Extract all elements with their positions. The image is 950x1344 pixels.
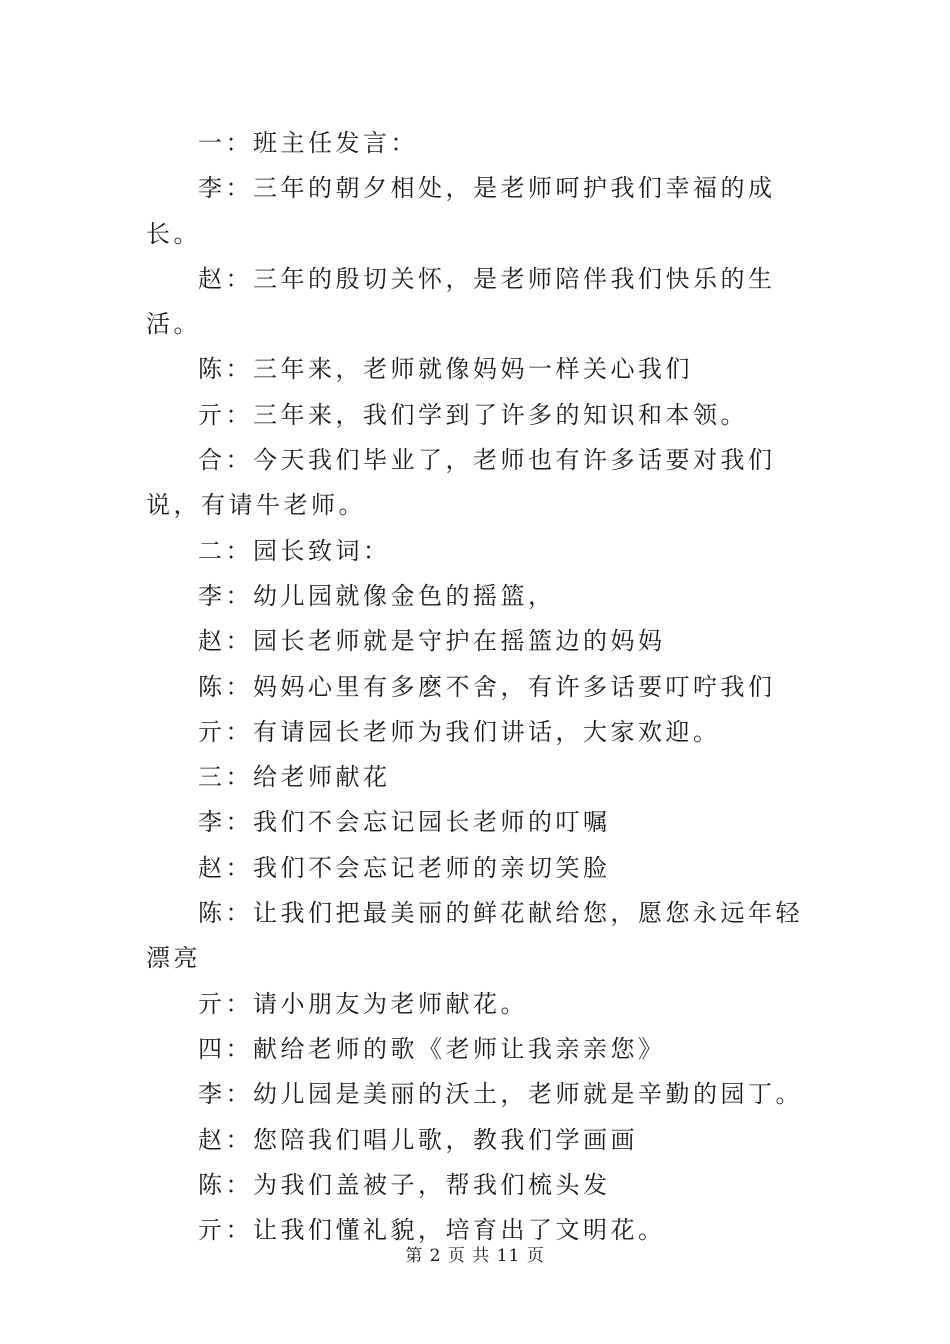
document-body [146,121,826,1253]
paragraph-qi-2: 亓：有请园长老师为我们讲话，大家欢迎。 [198,717,721,746]
paragraph-zhao-1: 赵：三年的殷切关怀，是老师陪伴我们快乐的生活。 [146,264,776,339]
paragraph-zhao-2: 赵：园长老师就是守护在摇篮边的妈妈 [198,627,666,656]
paragraph-section-1-heading: 一：班主任发言： [198,129,418,157]
paragraph-together-1: 合：今天我们毕业了，老师也有许多话要对我们说，有请牛老师。 [146,446,776,520]
paragraph-chen-4: 陈：为我们盖被子，帮我们梳头发 [198,1170,611,1199]
paragraph-section-2-heading: 二：园长致词： [198,536,391,565]
paragraph-li-2: 李：幼儿园就像金色的摇篮， [198,581,556,610]
paragraph-zhao-3: 赵：我们不会忘记老师的亲切笑脸 [198,853,611,882]
paragraph-li-4: 李：幼儿园是美丽的沃土，老师就是辛勤的园丁。 [198,1080,803,1109]
paragraph-qi-1: 亓：三年来，我们学到了许多的知识和本领。 [198,400,748,429]
paragraph-section-3-heading: 三：给老师献花 [198,763,391,792]
paragraph-section-4-heading: 四：献给老师的歌《老师让我亲亲您》 [198,1034,666,1063]
paragraph-li-3: 李：我们不会忘记园长老师的叮嘱 [198,808,611,837]
paragraph-chen-1: 陈：三年来，老师就像妈妈一样关心我们 [198,355,693,384]
paragraph-chen-2: 陈：妈妈心里有多麽不舍，有许多话要叮咛我们 [198,672,776,701]
paragraph-zhao-4: 赵：您陪我们唱儿歌，教我们学画画 [198,1125,638,1154]
paragraph-qi-3: 亓：请小朋友为老师献花。 [198,989,528,1018]
paragraph-chen-3: 陈：让我们把最美丽的鲜花献给您，愿您永远年轻漂亮 [146,899,803,973]
paragraph-li-1: 李：三年的朝夕相处，是老师呵护我们幸福的成长。 [146,174,776,248]
page-number-footer: 第 2 页 共 11 页 [405,1246,545,1266]
paragraph-qi-4: 亓：让我们懂礼貌，培育出了文明花。 [198,1216,666,1245]
